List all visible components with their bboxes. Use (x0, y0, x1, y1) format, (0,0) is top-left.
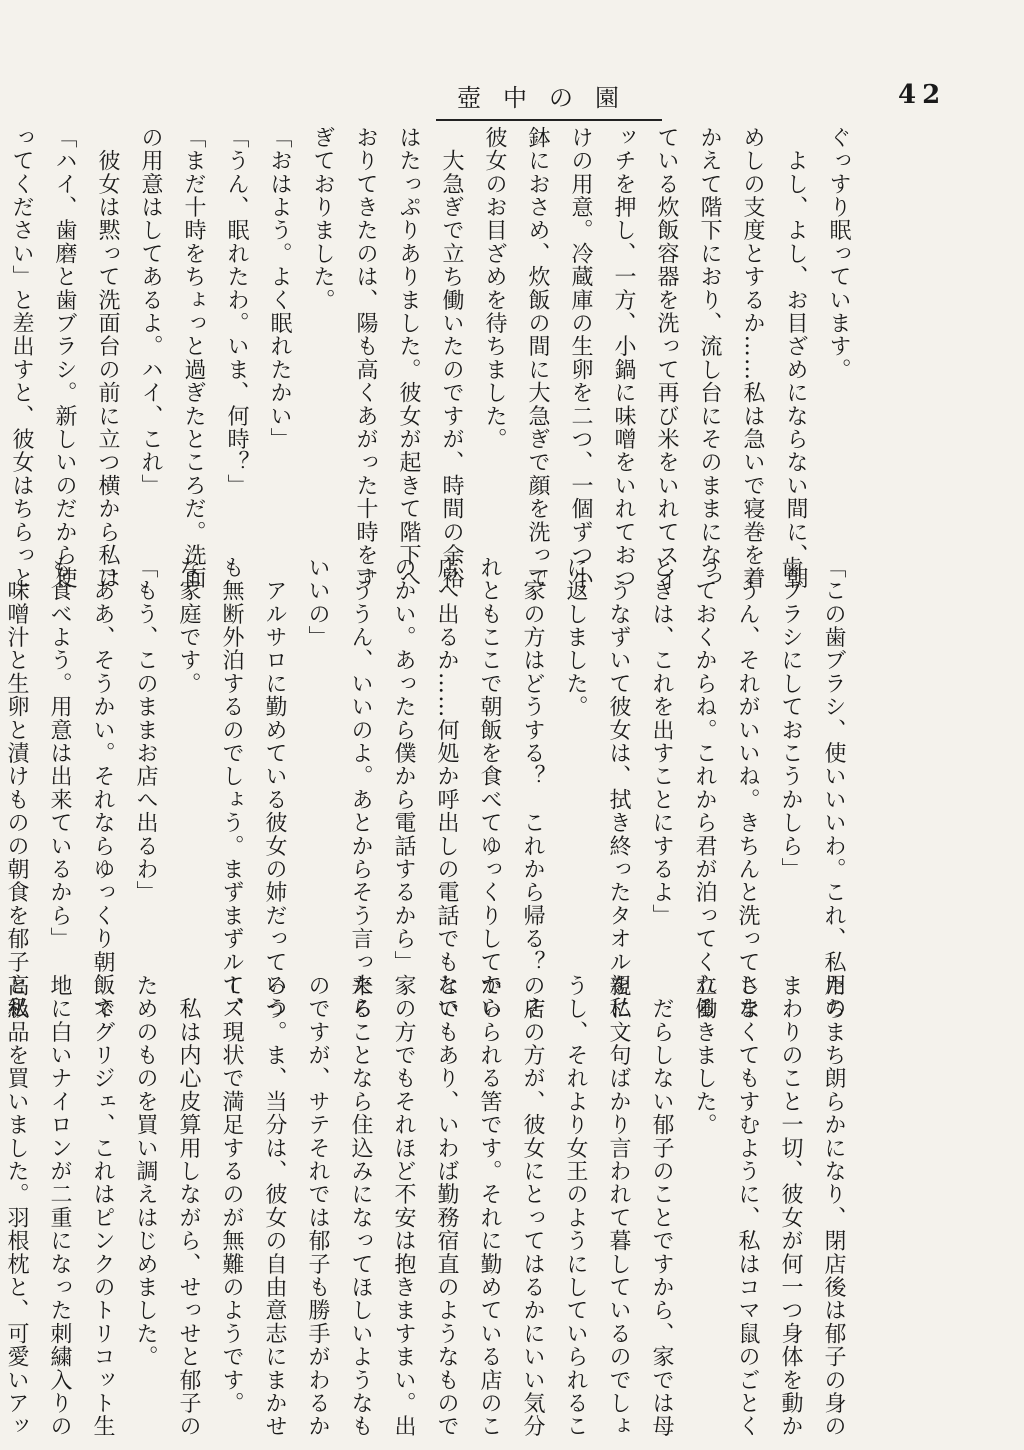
text-line: 歯ブラシにしておこうかしら」 (778, 556, 803, 881)
text-line: の店の方が、彼女にとってはるかにいい気分 (520, 974, 545, 1438)
text-line: も食べよう。用意は出来ているから」 (47, 556, 72, 951)
text-line: 彼女は黙って洗面台の前に立つ横から私は (95, 126, 120, 590)
text-line: 大急ぎで立ち働いたのですが、時間の余裕 (439, 126, 464, 590)
text-line: 鉢におさめ、炊飯の間に大急ぎで顔を洗って (525, 126, 550, 590)
text-line: 「ハイ、歯磨と歯ブラシ。新しいのだから使 (52, 126, 77, 590)
text-line: て、現状で満足するのが無難のようです。 (219, 974, 244, 1415)
text-line: ネグリジェ、これはピンクのトリコット生 (90, 974, 115, 1438)
text-line: けの用意。冷蔵庫の生卵を二つ、一個ずつ小 (568, 126, 593, 590)
text-line: 「この歯ブラシ、使いいいわ。これ、私用の (821, 556, 846, 1020)
text-line: うし、それより女王のようにしていられるこ (563, 974, 588, 1438)
text-line: に返しました。 (563, 556, 588, 719)
text-line: っておくからね。これから君が泊ってくれる (692, 556, 717, 1020)
text-line: な家庭です。 (176, 556, 201, 696)
text-line: れともここで朝飯を食べてゆっくりしてから (477, 556, 502, 1020)
text-line: いいの」 (305, 556, 330, 649)
text-line: ぐっすり眠っています。 (826, 126, 851, 382)
text-line: ろう。ま、当分は、彼女の自由意志にまかせ (262, 974, 287, 1438)
text-line: 「まだ十時をちょっと過ぎたところだ。洗面 (181, 126, 206, 590)
text-block-bottom (4, 974, 855, 1438)
text-line: よし、よし、お目ざめにならない間に、朝 (783, 126, 808, 590)
text-line: の用意はしてあるよ。ハイ、これ」 (138, 126, 163, 498)
text-line: 彼女のお目ざめを待ちました。 (482, 126, 507, 451)
text-line: 「うん、それがいいね。きちんと洗ってしま (735, 556, 760, 1020)
text-line: まわりのこと一切、彼女が何一つ身体を動か (778, 974, 803, 1438)
text-line: 「もう、このままお店へ出るわ」 (133, 556, 158, 904)
text-line: おりてきたのは、陽も高くあがった十時をす (353, 126, 378, 590)
text-line: 「おはよう。よく眠れたかい」 (267, 126, 292, 451)
text-line: かえて階下におり、流し台にそのままになっ (697, 126, 722, 590)
text-line: 立働きました。 (692, 974, 717, 1137)
text-line: 「うん、眠れたわ。いま、何時？」 (224, 126, 249, 498)
running-header-title: 壺中の園 (436, 78, 662, 121)
text-line: たちまち朗らかになり、閉店後は郁子の身の (821, 974, 846, 1438)
page-number: 42 (898, 80, 947, 110)
text-line: うなずいて彼女は、拭き終ったタオルを私 (606, 556, 631, 1020)
text-line: ときは、これを出すことにするよ」 (649, 556, 674, 928)
text-line: だらしない郁子のことですから、家では母 (649, 974, 674, 1438)
text-line: ってください」と差出すと、彼女はちらっと (9, 126, 34, 590)
text-line: 「家の方はどうする？ これから帰る？ そ (520, 556, 545, 1020)
text-line: ッチを押し、一方、小鍋に味噌をいれておつ (611, 126, 636, 590)
text-line: でいられる筈です。それに勤めている店のこ (477, 974, 502, 1438)
text-line: も無断外泊するのでしょう。まずまずルーズ (219, 556, 244, 1020)
text-line: 「ううん、いいのよ。あとからそう言ったら (348, 556, 373, 1020)
text-line: 地に白いナイロンが二重になった刺繍入りの (47, 974, 72, 1438)
text-line: さなくてもすむように、私はコマ鼠のごとく (735, 974, 760, 1438)
text-line: 味噌汁と生卵と漬けものの朝食を郁子と私 (4, 556, 29, 1020)
text-line: 高級品を買いました。羽根枕と、可愛いアッ (4, 974, 29, 1438)
text-line: めしの支度とするか……私は急いで寝巻を着 (740, 126, 765, 590)
text-line: ぎておりました。 (310, 126, 335, 312)
text-block-top (9, 126, 860, 590)
text-line: 私は内心皮算用しながら、せっせと郁子の (176, 974, 201, 1438)
text-line: 家の方でもそれほど不安は抱きますまい。出 (391, 974, 416, 1438)
text-line: ためのものを買い調えはじめました。 (133, 974, 158, 1369)
text-line: アルサロに勤めている彼女の姉だっていつ (262, 556, 287, 1020)
text-line: 来ることなら住込みになってほしいようなも (348, 974, 373, 1438)
text-line: 店へ出るか……何処か呼出しの電話でもない (434, 556, 459, 1020)
text-line: ている炊飯容器を洗って再び米をいれてスイ (654, 126, 679, 590)
text-line: のですが、サテそれでは郁子も勝手がわるか (305, 974, 330, 1438)
text-block-middle (4, 556, 855, 1020)
text-line: 親に文句ばかり言われて暮しているのでしょ (606, 974, 631, 1438)
text-line: 「ああ、そうかい。それならゆっくり朝飯で (90, 556, 115, 1020)
text-line: はたっぷりありました。彼女が起きて階下へ (396, 126, 421, 590)
text-line: とでもあり、いわば勤務宿直のようなもので (434, 974, 459, 1438)
text-line: のかい。あったら僕から電話するから」 (391, 556, 416, 974)
